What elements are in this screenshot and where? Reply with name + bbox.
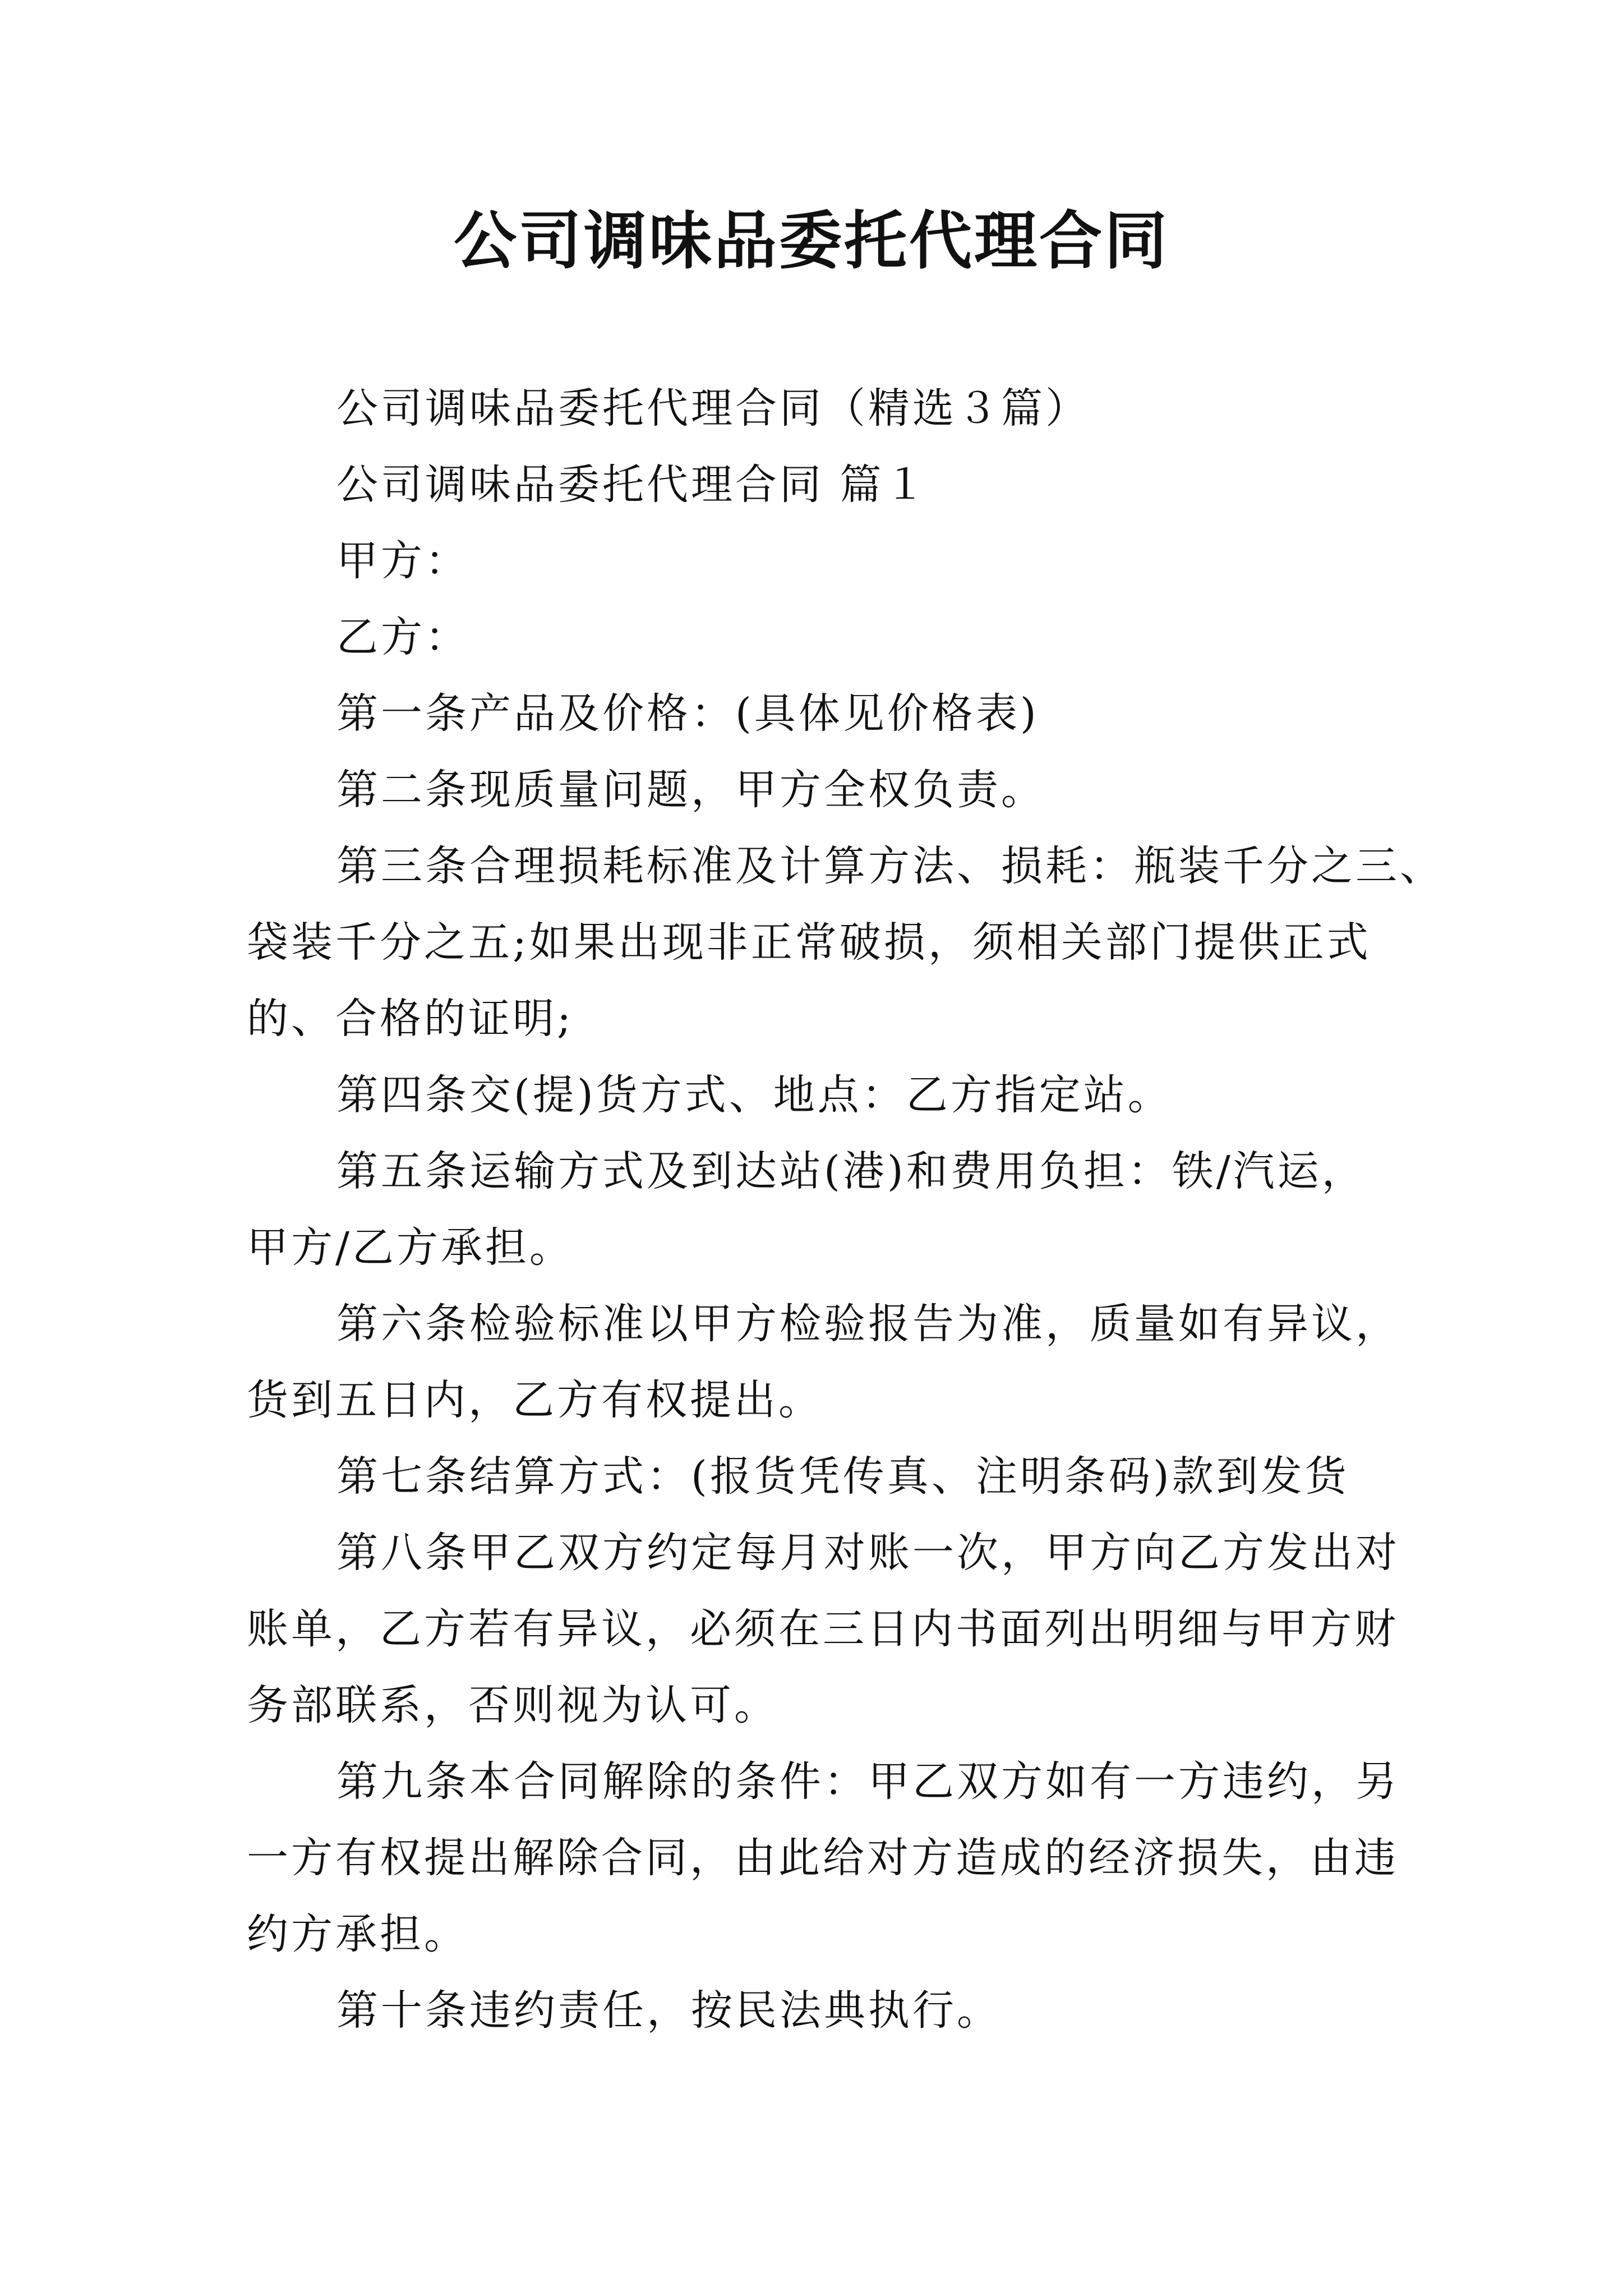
document-title: 公司调味品委托代理合同 [454, 204, 1169, 278]
paragraph [247, 1972, 1396, 2049]
paragraph-line: 第三条合理损耗标准及计算方法、损耗：瓶装千分之三、 [336, 842, 1444, 890]
paragraph-line: 第二条现质量问题，甲方全权负责。 [336, 766, 1045, 814]
document-body [247, 370, 1444, 2049]
paragraph-line: 第五条运输方式及到达站(港)和费用负担：铁/汽运， [336, 1147, 1366, 1195]
paragraph [247, 523, 1396, 599]
paragraph-line: 公司调味品委托代理合同（精选３篇） [336, 384, 1090, 432]
paragraph-line: 第七条结算方式：(报货凭传真、注明条码)款到发货 [336, 1452, 1349, 1501]
paragraph [247, 1743, 1400, 1972]
paragraph [247, 370, 1396, 447]
paragraph-line: 乙方： [336, 613, 469, 661]
paragraph-line: 第九条本合同解除的条件：甲乙双方如有一方违约，另 [336, 1757, 1400, 1806]
paragraph-line: 第十条违约责任，按民法典执行。 [336, 1986, 1001, 2035]
paragraph-line: 约方承担。 [247, 1910, 468, 1958]
paragraph-line: 第六条检验标准以甲方检验报告为准，质量如有异议， [336, 1300, 1400, 1348]
paragraph [247, 599, 1396, 675]
paragraph [247, 1286, 1400, 1438]
paragraph [247, 752, 1396, 828]
paragraph [247, 1438, 1396, 1515]
paragraph-line: 账单，乙方若有异议，必须在三日内书面列出明细与甲方财 [247, 1605, 1399, 1653]
paragraph-line: 袋装千分之五;如果出现非正常破损，须相关部门提供正式 [247, 918, 1371, 967]
paragraph-line: 甲方： [336, 537, 469, 585]
paragraph [247, 828, 1444, 1057]
paragraph-line: 务部联系，否则视为认可。 [247, 1681, 778, 1729]
paragraph-line: 的、合格的证明; [247, 995, 574, 1043]
paragraph-line: 第四条交(提)货方式、地点：乙方指定站。 [336, 1071, 1172, 1119]
paragraph-line: 一方有权提出解除合同，由此给对方造成的经济损失，由违 [247, 1834, 1399, 1882]
paragraph [247, 447, 1396, 523]
paragraph [247, 1057, 1396, 1133]
paragraph [247, 1515, 1400, 1743]
paragraph-line: 货到五日内，乙方有权提出。 [247, 1376, 823, 1424]
paragraph-line: 第八条甲乙双方约定每月对账一次，甲方向乙方发出对 [336, 1529, 1400, 1577]
paragraph-line: 公司调味品委托代理合同 篇１ [336, 461, 929, 509]
paragraph-line: 甲方/乙方承担。 [247, 1223, 574, 1272]
paragraph-line: 第一条产品及价格：(具体见价格表) [336, 689, 1039, 738]
paragraph [247, 1133, 1396, 1286]
paragraph [247, 675, 1396, 752]
